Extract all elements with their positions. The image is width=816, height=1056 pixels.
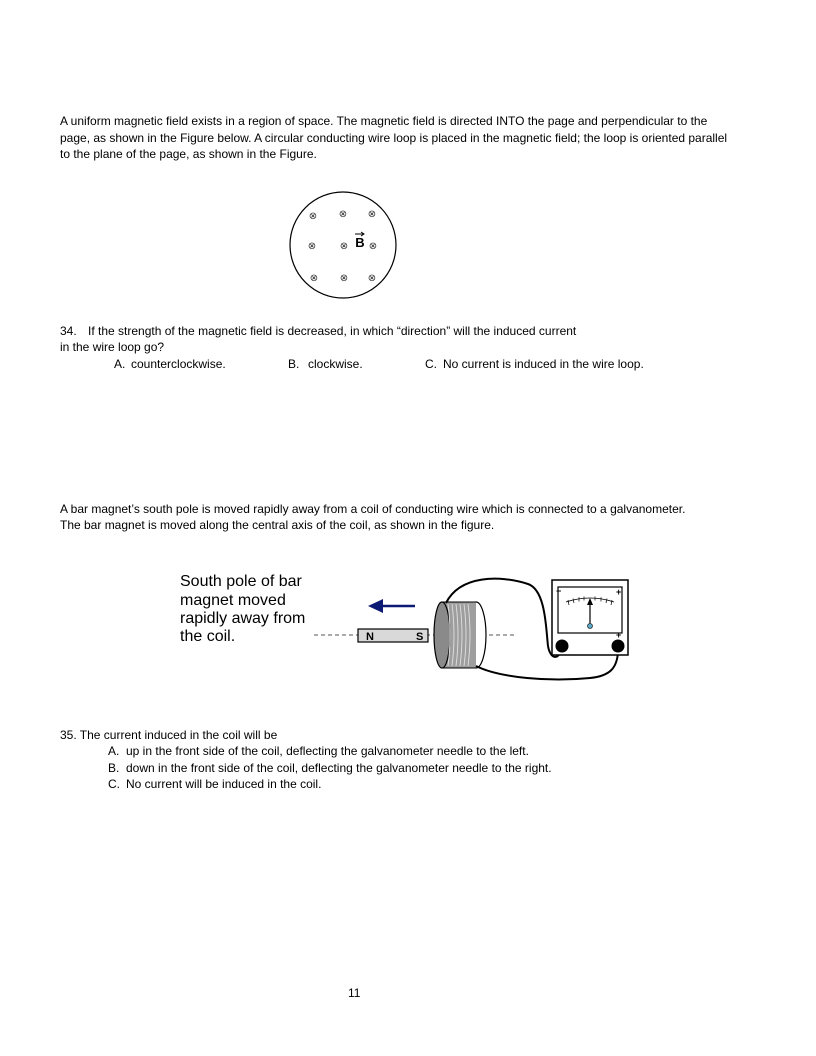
field-into-page-icon: ⊗: [339, 273, 349, 284]
field-into-page-icon: ⊗: [339, 241, 349, 252]
intro-paragraph-2-line1: A bar magnet’s south pole is moved rapidly away from a coil of conducting wire which is connected to a galvanometer.: [60, 502, 686, 516]
field-into-page-icon: ⊗: [338, 209, 348, 220]
q35-option-a-text: up in the front side of the coil, deflecting the galvanometer needle to the left.: [126, 744, 529, 758]
figure-caption-line: South pole of bar: [180, 573, 302, 590]
field-into-page-icon: ⊗: [307, 241, 317, 252]
q35-option-b-letter: B.: [108, 761, 120, 775]
figure-caption-line: the coil.: [180, 628, 236, 645]
q34-stem-line1: If the strength of the magnetic field is decreased, in which “direction” will the induced current: [88, 324, 577, 338]
field-into-page-icon: ⊗: [309, 273, 319, 284]
coil-front-rim: [434, 602, 450, 668]
bar-magnet-coil-figure: [170, 570, 650, 690]
north-pole-label: N: [366, 631, 374, 643]
field-vector-label: B: [355, 235, 365, 250]
q34-option-c-letter: C.: [425, 357, 437, 371]
field-into-page-icon: ⊗: [308, 211, 318, 222]
q34-option-a-letter: A.: [114, 357, 126, 371]
meter-minus-label: −: [556, 586, 562, 596]
terminal-positive: [612, 640, 625, 653]
meter-plus-label: +: [616, 587, 622, 597]
field-into-page-icon: ⊗: [367, 273, 377, 284]
q35-stem: 35. The current induced in the coil will be: [60, 728, 278, 742]
q34-stem-line2: in the wire loop go?: [60, 340, 165, 354]
intro-paragraph-2-line2: The bar magnet is moved along the central axis of the coil, as shown in the figure.: [60, 518, 495, 532]
q34-option-a-text: counterclockwise.: [131, 357, 226, 371]
terminal-negative: [556, 640, 569, 653]
q35-option-b-text: down in the front side of the coil, deflecting the galvanometer needle to the right.: [126, 761, 552, 775]
q34-option-b-text: clockwise.: [308, 357, 363, 371]
figure-caption-line: magnet moved: [180, 592, 286, 609]
connecting-wire: [476, 652, 618, 680]
q34-number: 34.: [60, 324, 77, 338]
q35-option-c-text: No current will be induced in the coil.: [126, 777, 322, 791]
q35-option-c-letter: C.: [108, 777, 120, 791]
q34-option-b-letter: B.: [288, 357, 300, 371]
intro-paragraph-1: A uniform magnetic field exists in a region of space. The magnetic field is directed INTO the page and perpendicular to the page, as shown in the Figure below. A circular conducting wire loop is placed in the magnetic field; the loop is oriented parallel to the plane of the page, as shown in the Figure.: [60, 114, 728, 161]
magnetic-field-loop-figure: [288, 190, 398, 300]
figure-caption-line: rapidly away from: [180, 610, 306, 627]
motion-arrow-icon: [368, 599, 415, 613]
south-pole-label: S: [416, 631, 424, 643]
q35-option-a-letter: A.: [108, 744, 120, 758]
field-into-page-icon: ⊗: [368, 241, 378, 252]
q34-option-c-text: No current is induced in the wire loop.: [443, 357, 644, 371]
field-into-page-icon: ⊗: [367, 209, 377, 220]
needle-pivot: [588, 624, 593, 629]
page-number: 11: [348, 986, 361, 1000]
terminal-plus-label: +: [616, 630, 622, 640]
